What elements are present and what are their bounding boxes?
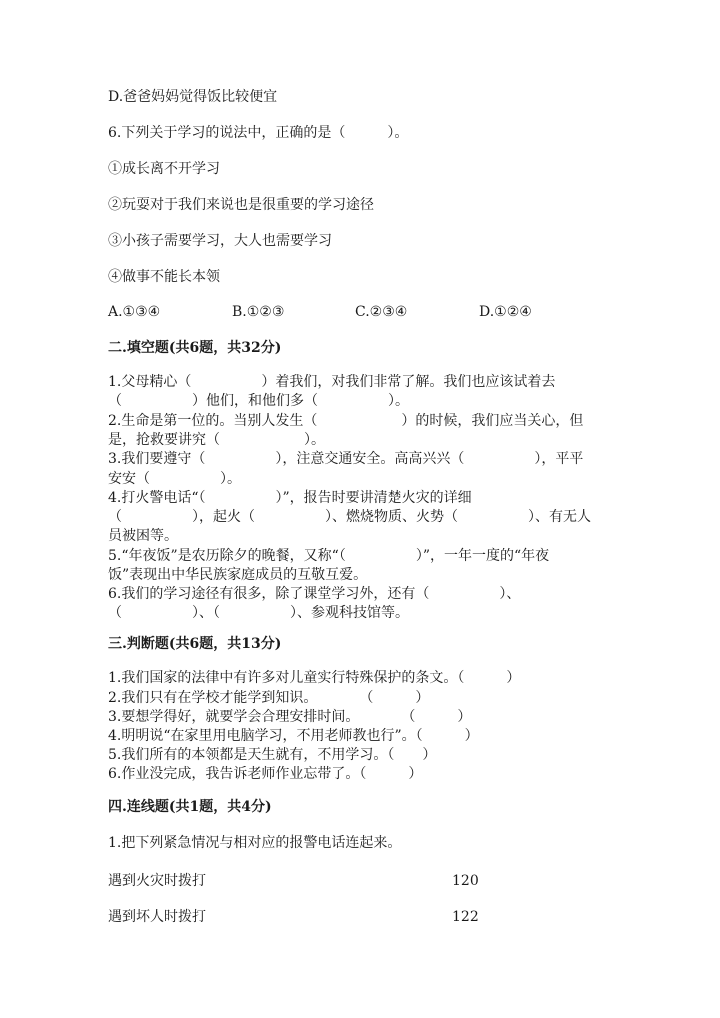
judge-line-5: 5.我们所有的本领都是天生就有，不用学习。（ ） xyxy=(108,747,437,763)
q6-statement-2: ②玩耍对于我们来说也是很重要的学习途径 xyxy=(108,197,374,213)
match-situation-2: 遇到坏人时拨打 xyxy=(108,909,206,925)
judge-line-1: 1.我们国家的法律中有许多对儿童实行特殊保护的条文。（ ） xyxy=(108,670,521,686)
fill-line-6: 安安（ ）。 xyxy=(108,471,241,487)
fill-line-9: 员被困等。 xyxy=(108,528,178,544)
q6-statement-3: ③小孩子需要学习，大人也需要学习 xyxy=(108,233,332,249)
q6-option-a: A.①③④ xyxy=(108,304,161,320)
match-instruction: 1.把下列紧急情况与相对应的报警电话连起来。 xyxy=(108,835,402,851)
fill-line-10: 5.“年夜饭”是农历除夕的晚餐，又称“（ ）”，一年一度的“年夜 xyxy=(108,548,550,564)
fill-line-2: （ ）他们，和他们多（ ）。 xyxy=(108,393,409,409)
fill-line-4: 是，抢救要讲究（ ）。 xyxy=(108,432,325,448)
match-section-heading: 四.连线题(共1题，共4分) xyxy=(108,799,272,815)
fill-line-7: 4.打火警电话“（ ）”，报告时要讲清楚火灾的详细 xyxy=(108,490,472,506)
q6-statement-4: ④做事不能长本领 xyxy=(108,269,220,285)
judge-section-heading: 三.判断题(共6题，共13分) xyxy=(108,636,282,652)
fill-line-8: （ ），起火（ ）、燃烧物质、火势（ ）、有无人 xyxy=(108,509,591,525)
q6-option-d: D.①②④ xyxy=(479,304,532,320)
fill-line-13: （ ）、（ ）、参观科技馆等。 xyxy=(108,605,409,621)
judge-line-3: 3.要想学得好，就要学会合理安排时间。 （ ） xyxy=(108,709,472,725)
q6-option-c: C.②③④ xyxy=(355,304,408,320)
q6-option-b: B.①②③ xyxy=(232,304,285,320)
fill-section-heading: 二.填空题(共6题，共32分) xyxy=(108,340,282,356)
fill-line-11: 饭”表现出中华民族家庭成员的互敬互爱。 xyxy=(108,567,368,583)
fill-line-12: 6.我们的学习途径有很多，除了课堂学习外，还有（ ）、 xyxy=(108,586,521,602)
q6-statement-1: ①成长离不开学习 xyxy=(108,161,220,177)
q5-option-d: D.爸爸妈妈觉得饭比较便宜 xyxy=(108,89,278,105)
judge-line-4: 4.明明说“在家里用电脑学习，不用老师教也行”。（ ） xyxy=(108,728,479,744)
judge-line-2: 2.我们只有在学校才能学到知识。 （ ） xyxy=(108,690,430,706)
fill-line-3: 2.生命是第一位的。当别人发生（ ）的时候，我们应当关心，但 xyxy=(108,413,584,429)
q6-stem: 6.下列关于学习的说法中，正确的是（ ）。 xyxy=(108,125,409,141)
fill-line-5: 3.我们要遵守（ ），注意交通安全。高高兴兴（ ），平平 xyxy=(108,451,584,467)
match-situation-1: 遇到火灾时拨打 xyxy=(108,873,206,889)
fill-line-1: 1.父母精心（ ）着我们，对我们非常了解。我们也应该试着去 xyxy=(108,374,556,390)
match-number-1: 120 xyxy=(452,873,479,889)
judge-line-6: 6.作业没完成，我告诉老师作业忘带了。（ ） xyxy=(108,766,423,782)
match-number-2: 122 xyxy=(452,909,479,925)
